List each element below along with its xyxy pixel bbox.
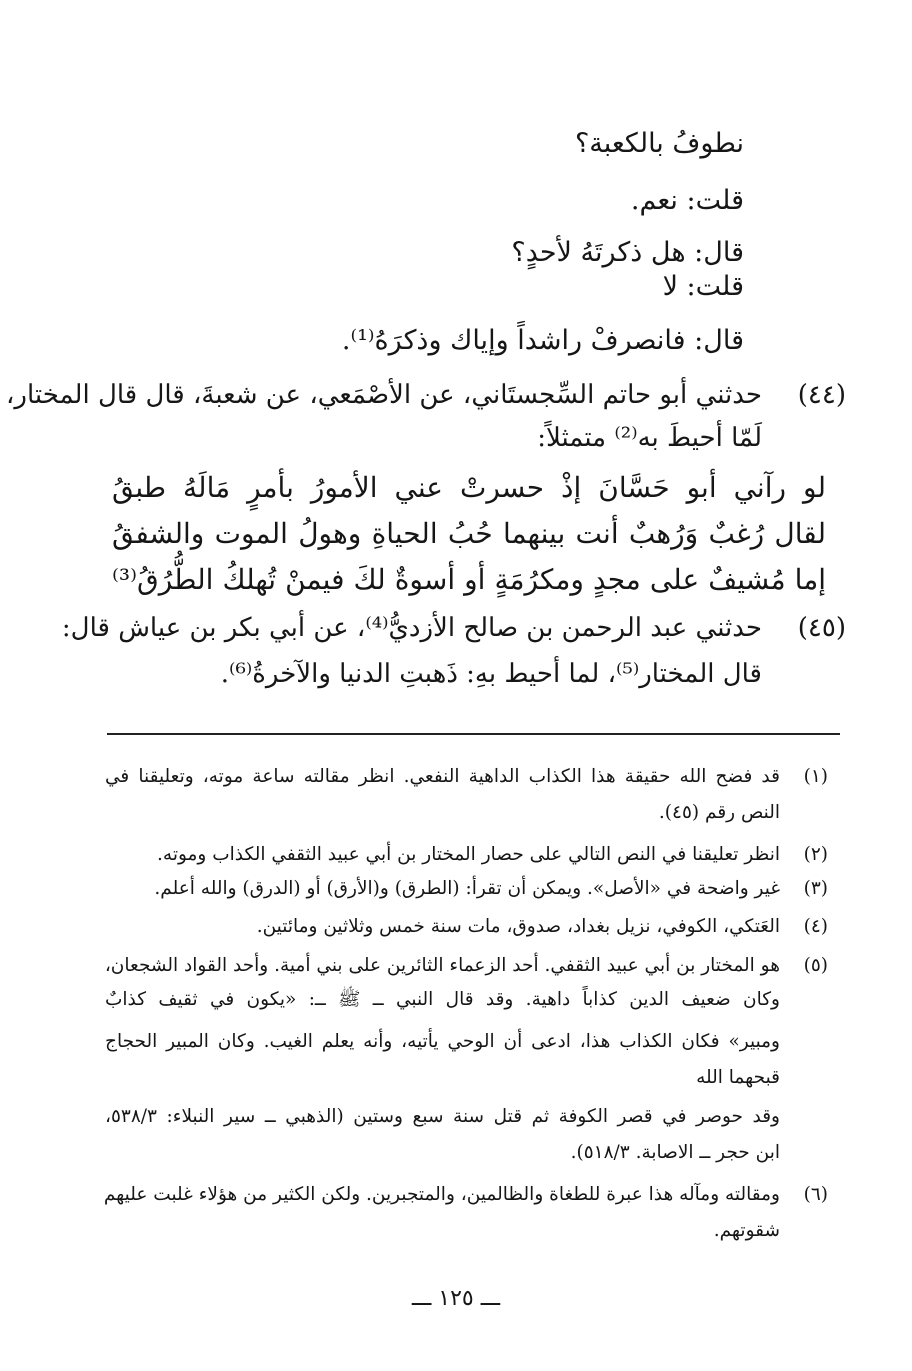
report-number: (٤٥) bbox=[797, 613, 846, 643]
footnote-number: (٦) bbox=[803, 1184, 828, 1205]
footnote-number: (١) bbox=[803, 766, 828, 787]
footnote-line: قبحهما الله bbox=[696, 1067, 780, 1088]
footnote-line: انظر تعليقنا في النص التالي على حصار المختار بن أبي عبيد الثقفي الكذاب وموته. bbox=[157, 844, 780, 865]
page-number: ـــ ١٢٥ ـــ bbox=[411, 1286, 501, 1311]
footnote-line: ابن حجر ــ الاصابة. ٥١٨/٣). bbox=[570, 1142, 780, 1163]
report-text: قال المختار⁽⁵⁾، لما أحيط بهِ: ذَهبتِ الدنيا والآخرةُ⁽⁶⁾. bbox=[220, 659, 762, 689]
footnote-number: (٢) bbox=[803, 844, 828, 865]
footnote-separator bbox=[107, 733, 840, 735]
footnote-line: قد فضح الله حقيقة هذا الكذاب الداهية النفعي. انظر مقالته ساعة موته، وتعليقنا في bbox=[105, 766, 780, 787]
footnote-line: النص رقم (٤٥). bbox=[658, 802, 780, 823]
poem-line: لقال رُغبٌ وَرُهبٌ أنت بينهما حُبُ الحياةِ وهولُ الموت والشفقُ bbox=[112, 517, 826, 550]
dialogue-line: قال: هل ذكرتَهُ لأحدٍ؟ bbox=[511, 237, 744, 268]
dialogue-line: قال: فانصرفْ راشداً وإياك وذكرَهُ⁽¹⁾. bbox=[341, 325, 744, 356]
report-text: حدثني عبد الرحمن بن صالح الأزديُّ⁽⁴⁾، عن أبي بكر بن عياش قال: bbox=[61, 613, 762, 643]
poem-line: لو رآني أبو حَسَّانَ إذْ حسرتْ عني الأمورُ بأمرٍ مَالَهُ طبقُ bbox=[112, 471, 826, 504]
report-text: حدثني أبو حاتم السِّجستَاني، عن الأصْمَعي، عن شعبةَ، قال قال المختار، bbox=[6, 380, 762, 410]
poem-line: إما مُشيفٌ على مجدٍ ومكرُمَةٍ أو أسوةٌ لكَ فيمنْ تُهلكُ الطُّرُقُ⁽³⁾ bbox=[112, 563, 826, 596]
dialogue-line: قلت: لا bbox=[662, 271, 744, 302]
footnote-line: وقد حوصر في قصر الكوفة ثم قتل سنة سبع وستين (الذهبي ــ سير النبلاء: ٥٣٨/٣، bbox=[105, 1106, 780, 1127]
footnote-line: ومقالته ومآله هذا عبرة للطغاة والظالمين، والمتجبرين. ولكن الكثير من هؤلاء غلبت عليهم bbox=[103, 1184, 780, 1205]
footnote-number: (٥) bbox=[803, 955, 828, 976]
dialogue-line: قلت: نعم. bbox=[630, 185, 744, 216]
report-text: لَمّا أحيطَ به⁽²⁾ متمثلاً: bbox=[537, 423, 762, 453]
dialogue-line: نطوفُ بالكعبة؟ bbox=[574, 128, 744, 159]
footnote-number: (٣) bbox=[803, 878, 828, 899]
footnote-line: العَتكي، الكوفي، نزيل بغداد، صدوق، مات سنة خمس وثلاثين ومائتين. bbox=[256, 916, 780, 937]
footnote-line: ومبير» فكان الكذاب هذا، ادعى أن الوحي يأتيه، وأنه يعلم الغيب. وكان المبير الحجاج bbox=[105, 1031, 780, 1052]
footnote-number: (٤) bbox=[803, 916, 828, 937]
report-number: (٤٤) bbox=[797, 380, 846, 410]
footnote-line: وكان ضعيف الدين كذاباً داهية. وقد قال النبي ــ ﷺ ــ: «يكون في ثقيف كذابٌ bbox=[105, 989, 780, 1010]
footnote-line: هو المختار بن أبي عبيد الثقفي. أحد الزعماء الثائرين على بني أمية. وأحد القواد الشجعان، bbox=[104, 955, 780, 976]
footnote-line: غير واضحة في «الأصل». ويمكن أن تقرأ: (الطرق) و(الأرق) أو (الدرق) والله أعلم. bbox=[154, 878, 780, 899]
footnote-line: شقوتهم. bbox=[713, 1220, 780, 1241]
